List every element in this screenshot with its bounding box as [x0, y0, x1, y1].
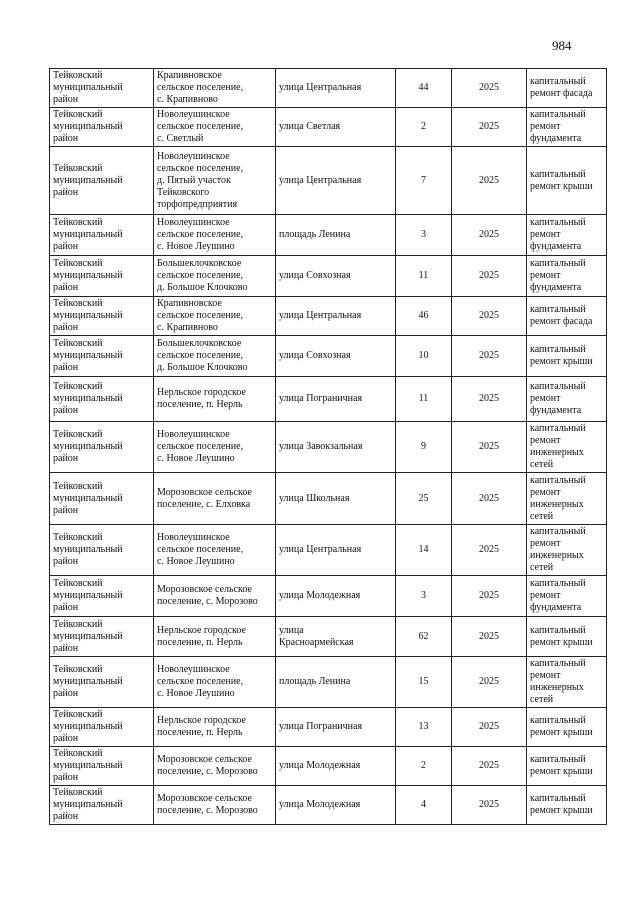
table-row: [50, 215, 607, 256]
district-cell: Тейковский муниципальный район: [50, 617, 154, 657]
work-type-cell: капитальный ремонт крыши: [527, 747, 607, 786]
year-cell: 2025: [452, 336, 527, 377]
district-cell: Тейковский муниципальный район: [50, 69, 154, 108]
work-type-cell: капитальный ремонт фасада: [527, 69, 607, 108]
district-cell: Тейковский муниципальный район: [50, 336, 154, 377]
settlement-cell: Новолеушинское сельское поселение, с. Новое Леушино: [154, 525, 276, 576]
street-cell: улица Красноармейская: [276, 617, 396, 657]
street-cell: улица Центральная: [276, 525, 396, 576]
year-cell: 2025: [452, 786, 527, 825]
year-cell: 2025: [452, 377, 527, 422]
table-body: [50, 69, 607, 825]
district-cell: Тейковский муниципальный район: [50, 215, 154, 256]
table-row: [50, 576, 607, 617]
district-cell: Тейковский муниципальный район: [50, 256, 154, 297]
street-cell: улица Совхозная: [276, 336, 396, 377]
street-cell: улица Молодежная: [276, 576, 396, 617]
work-type-cell: капитальный ремонт фундамента: [527, 377, 607, 422]
work-type-cell: капитальный ремонт крыши: [527, 617, 607, 657]
street-cell: улица Пограничная: [276, 377, 396, 422]
house-number-cell: 46: [396, 297, 452, 336]
street-cell: улица Завокзальная: [276, 422, 396, 473]
house-number-cell: 13: [396, 708, 452, 747]
house-number-cell: 4: [396, 786, 452, 825]
street-cell: улица Пограничная: [276, 708, 396, 747]
street-cell: площадь Ленина: [276, 657, 396, 708]
work-type-cell: капитальный ремонт фундамента: [527, 215, 607, 256]
work-type-cell: капитальный ремонт инженерных сетей: [527, 525, 607, 576]
year-cell: 2025: [452, 108, 527, 147]
settlement-cell: Морозовское сельское поселение, с. Елховка: [154, 473, 276, 525]
house-number-cell: 62: [396, 617, 452, 657]
table-row: [50, 708, 607, 747]
year-cell: 2025: [452, 256, 527, 297]
street-cell: улица Центральная: [276, 69, 396, 108]
settlement-cell: Новолеушинское сельское поселение, д. Пятый участок Тейковского торфопредприятия: [154, 147, 276, 215]
house-number-cell: 3: [396, 215, 452, 256]
table-row: [50, 336, 607, 377]
settlement-cell: Новолеушинское сельское поселение, с. Светлый: [154, 108, 276, 147]
work-type-cell: капитальный ремонт крыши: [527, 708, 607, 747]
table-row: [50, 297, 607, 336]
settlement-cell: Новолеушинское сельское поселение, с. Новое Леушино: [154, 422, 276, 473]
table-row: [50, 377, 607, 422]
table-row: [50, 747, 607, 786]
table-row: [50, 786, 607, 825]
street-cell: улица Школьная: [276, 473, 396, 525]
year-cell: 2025: [452, 422, 527, 473]
district-cell: Тейковский муниципальный район: [50, 747, 154, 786]
district-cell: Тейковский муниципальный район: [50, 708, 154, 747]
table-row: [50, 69, 607, 108]
district-cell: Тейковский муниципальный район: [50, 525, 154, 576]
year-cell: 2025: [452, 708, 527, 747]
district-cell: Тейковский муниципальный район: [50, 422, 154, 473]
house-number-cell: 11: [396, 377, 452, 422]
district-cell: Тейковский муниципальный район: [50, 297, 154, 336]
page-number: 984: [552, 38, 572, 53]
year-cell: 2025: [452, 747, 527, 786]
street-cell: улица Совхозная: [276, 256, 396, 297]
work-type-cell: капитальный ремонт инженерных сетей: [527, 422, 607, 473]
district-cell: Тейковский муниципальный район: [50, 108, 154, 147]
work-type-cell: капитальный ремонт инженерных сетей: [527, 657, 607, 708]
district-cell: Тейковский муниципальный район: [50, 377, 154, 422]
house-number-cell: 2: [396, 108, 452, 147]
street-cell: улица Центральная: [276, 147, 396, 215]
district-cell: Тейковский муниципальный район: [50, 657, 154, 708]
work-type-cell: капитальный ремонт крыши: [527, 786, 607, 825]
district-cell: Тейковский муниципальный район: [50, 147, 154, 215]
settlement-cell: Нерльское городское поселение, п. Нерль: [154, 617, 276, 657]
work-type-cell: капитальный ремонт фундамента: [527, 576, 607, 617]
work-type-cell: капитальный ремонт фундамента: [527, 256, 607, 297]
house-number-cell: 25: [396, 473, 452, 525]
work-type-cell: капитальный ремонт фасада: [527, 297, 607, 336]
settlement-cell: Большеклочковское сельское поселение, д. Большое Клочково: [154, 256, 276, 297]
table-row: [50, 525, 607, 576]
year-cell: 2025: [452, 576, 527, 617]
table-row: [50, 422, 607, 473]
street-cell: улица Светлая: [276, 108, 396, 147]
year-cell: 2025: [452, 473, 527, 525]
year-cell: 2025: [452, 69, 527, 108]
street-cell: улица Центральная: [276, 297, 396, 336]
house-number-cell: 7: [396, 147, 452, 215]
settlement-cell: Нерльское городское поселение, п. Нерль: [154, 708, 276, 747]
work-type-cell: капитальный ремонт инженерных сетей: [527, 473, 607, 525]
house-number-cell: 3: [396, 576, 452, 617]
year-cell: 2025: [452, 657, 527, 708]
street-cell: площадь Ленина: [276, 215, 396, 256]
district-cell: Тейковский муниципальный район: [50, 576, 154, 617]
work-type-cell: капитальный ремонт крыши: [527, 147, 607, 215]
year-cell: 2025: [452, 617, 527, 657]
street-cell: улица Молодежная: [276, 747, 396, 786]
house-number-cell: 15: [396, 657, 452, 708]
settlement-cell: Большеклочковское сельское поселение, д. Большое Клочково: [154, 336, 276, 377]
house-number-cell: 14: [396, 525, 452, 576]
repair-schedule-table: [49, 68, 607, 825]
settlement-cell: Крапивновское сельское поселение, с. Крапивново: [154, 297, 276, 336]
table-row: [50, 617, 607, 657]
settlement-cell: Морозовское сельское поселение, с. Морозово: [154, 747, 276, 786]
year-cell: 2025: [452, 215, 527, 256]
house-number-cell: 44: [396, 69, 452, 108]
house-number-cell: 2: [396, 747, 452, 786]
work-type-cell: капитальный ремонт крыши: [527, 336, 607, 377]
district-cell: Тейковский муниципальный район: [50, 786, 154, 825]
settlement-cell: Морозовское сельское поселение, с. Морозово: [154, 576, 276, 617]
year-cell: 2025: [452, 297, 527, 336]
house-number-cell: 10: [396, 336, 452, 377]
settlement-cell: Новолеушинское сельское поселение, с. Новое Леушино: [154, 215, 276, 256]
district-cell: Тейковский муниципальный район: [50, 473, 154, 525]
table-row: [50, 108, 607, 147]
house-number-cell: 9: [396, 422, 452, 473]
settlement-cell: Нерльское городское поселение, п. Нерль: [154, 377, 276, 422]
settlement-cell: Новолеушинское сельское поселение, с. Новое Леушино: [154, 657, 276, 708]
house-number-cell: 11: [396, 256, 452, 297]
table-row: [50, 657, 607, 708]
table-row: [50, 473, 607, 525]
year-cell: 2025: [452, 525, 527, 576]
year-cell: 2025: [452, 147, 527, 215]
street-cell: улица Молодежная: [276, 786, 396, 825]
work-type-cell: капитальный ремонт фундамента: [527, 108, 607, 147]
settlement-cell: Морозовское сельское поселение, с. Морозово: [154, 786, 276, 825]
table-row: [50, 256, 607, 297]
table-row: [50, 147, 607, 215]
settlement-cell: Крапивновское сельское поселение, с. Крапивново: [154, 69, 276, 108]
